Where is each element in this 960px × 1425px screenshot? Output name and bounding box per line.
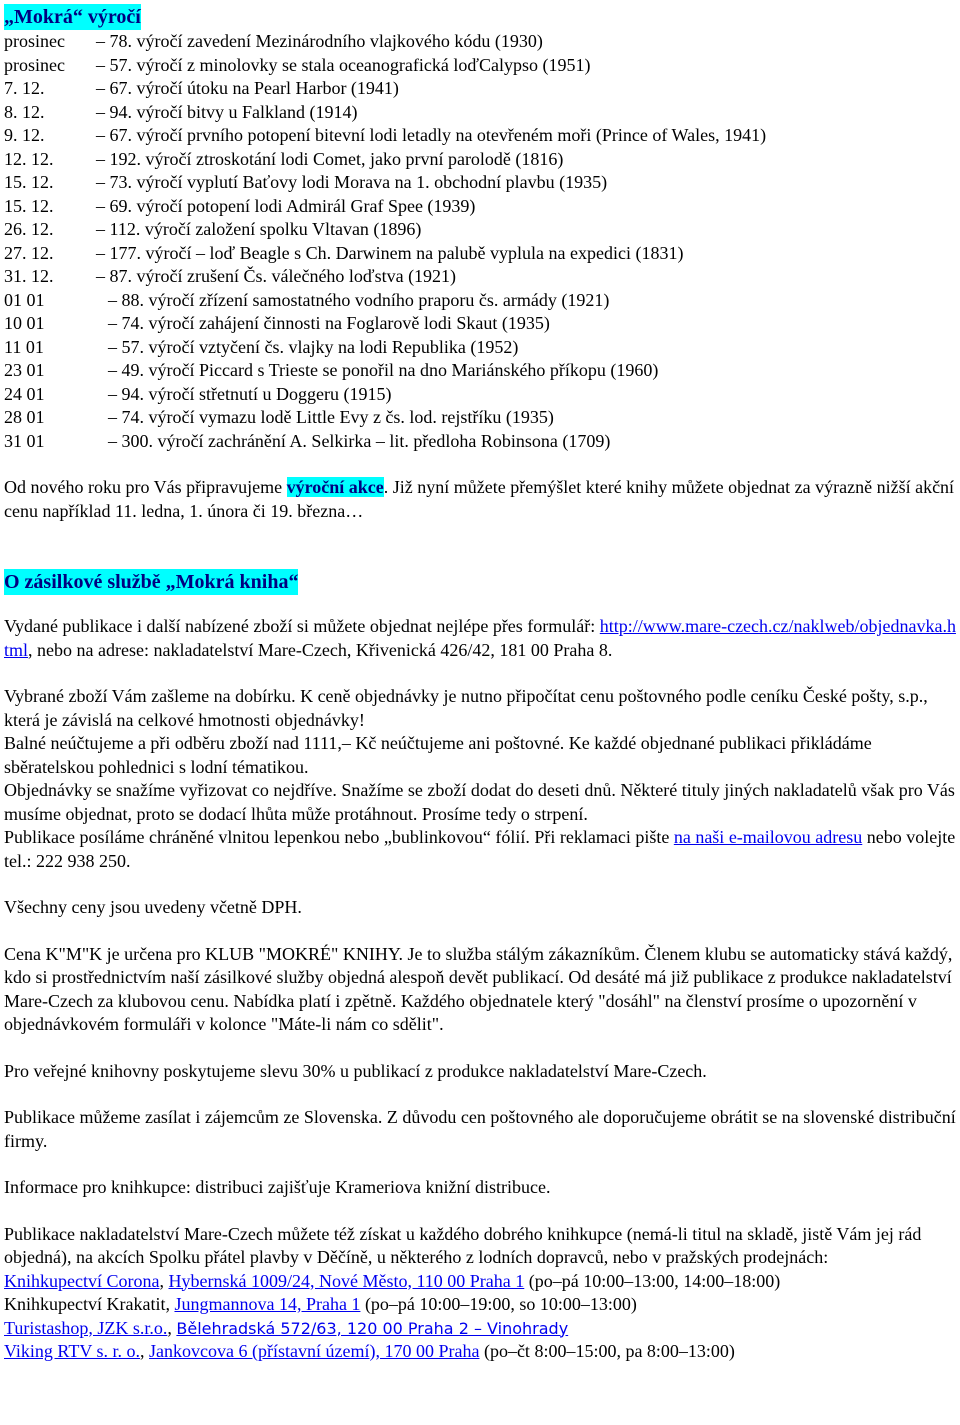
anniversary-date: 01 01 bbox=[4, 289, 45, 310]
anniversary-text: – 74. výročí zahájení činnosti na Foglarově lodi Skaut (1935) bbox=[108, 313, 550, 333]
libraries-paragraph: Pro veřejné knihovny poskytujeme slevu 30% u publikací z produkce nakladatelství Mare-Czech. bbox=[4, 1060, 707, 1081]
anniversary-row bbox=[4, 242, 956, 266]
anniversary-date: 10 01 bbox=[4, 313, 45, 333]
shop-name-link[interactable]: Viking RTV s. r. o. bbox=[4, 1341, 141, 1361]
anniversary-text: – 177. výročí – loď Beagle s Ch. Darwinem na palubě vyplula na expedici (1831) bbox=[96, 242, 684, 263]
anniversary-list bbox=[4, 30, 956, 453]
anniversary-date: 11 01 bbox=[4, 336, 44, 357]
wrap-text-after: nebo volejte tel.: 222 938 250. bbox=[4, 827, 956, 871]
where-paragraph: Publikace nakladatelství Mare-Czech můžete též získat u každého dobrého knihkupce (nemá-li titul na skladě, jistě Vám jej rád objedná), na akcích Spolku přátel plavby v Děčíně, u některého z lodních dopravců, nebo v pražských prodejnách: bbox=[4, 1223, 922, 1267]
shop-row bbox=[4, 1293, 956, 1317]
shop-separator: , bbox=[167, 1317, 177, 1338]
anniversary-text: – 73. výročí vyplutí Baťovy lodi Morava na 1. obchodní plavbu (1935) bbox=[96, 172, 608, 192]
anniversary-text: – 74. výročí vymazu lodě Little Evy z čs. lod. rejstříku (1935) bbox=[108, 407, 554, 427]
anniversary-text: – 192. výročí ztroskotání lodi Comet, jako první parolodě (1816) bbox=[96, 148, 564, 169]
spacer bbox=[4, 453, 956, 476]
anniversary-row bbox=[4, 406, 956, 430]
cod-paragraph: Vybrané zboží Vám zašleme na dobírku. K ceně objednávky je nutno připočítat cenu poštovného podle ceníku České pošty, s.p., která je závislá na celkové hmotnosti objednávky! bbox=[4, 686, 928, 730]
vat-paragraph: Všechny ceny jsou uvedeny včetně DPH. bbox=[4, 897, 302, 917]
anniversary-text: – 57. výročí vztyčení čs. vlajky na lodi Republika (1952) bbox=[108, 336, 519, 357]
anniversary-text: – 69. výročí potopení lodi Admirál Graf Spee (1939) bbox=[96, 195, 476, 216]
anniversary-row bbox=[4, 336, 956, 360]
anniversary-row bbox=[4, 30, 956, 54]
anniversary-text: – 78. výročí zavedení Mezinárodního vlajkového kódu (1930) bbox=[96, 31, 543, 51]
email-link[interactable]: na naši e-mailovou adresu bbox=[673, 827, 863, 847]
order-text-before: Vydané publikace i další nabízené zboží si můžete objednat nejlépe přes formulář: bbox=[4, 616, 600, 636]
anniversary-date: 12. 12. bbox=[4, 148, 54, 169]
shop-row bbox=[4, 1317, 956, 1341]
anniversary-row bbox=[4, 101, 956, 125]
anniversary-text: – 57. výročí z minolovky se stala oceanografická loďCalypso (1951) bbox=[96, 54, 591, 75]
anniversary-date: 15. 12. bbox=[4, 195, 54, 216]
anniversary-date: 31. 12. bbox=[4, 266, 54, 286]
shop-name-link[interactable]: Knihkupectví Corona bbox=[4, 1270, 160, 1291]
anniversary-row bbox=[4, 430, 956, 454]
anniversary-row bbox=[4, 359, 956, 383]
shop-address-link[interactable]: Bělehradská 572/63, 120 00 Praha 2 – Vinohrady bbox=[176, 1318, 569, 1338]
anniversary-date: prosinec bbox=[4, 54, 65, 75]
service-heading: O zásilkové službě „Mokrá kniha“ bbox=[4, 571, 299, 593]
anniversary-text: – 94. výročí bitvy u Falkland (1914) bbox=[96, 101, 358, 122]
anniversary-row bbox=[4, 171, 956, 195]
anniversary-date: 8. 12. bbox=[4, 101, 45, 122]
shop-separator: , bbox=[159, 1270, 169, 1291]
anniversary-row bbox=[4, 124, 956, 148]
anniversary-date: 26. 12. bbox=[4, 219, 54, 239]
anniversary-date: 28 01 bbox=[4, 407, 45, 427]
spacer bbox=[4, 920, 956, 943]
promo-paragraph bbox=[4, 476, 956, 523]
anniversaries-heading: „Mokrá“ výročí bbox=[4, 6, 141, 28]
order-paragraph bbox=[4, 615, 956, 662]
anniversary-date: 23 01 bbox=[4, 360, 45, 380]
shop-row bbox=[4, 1340, 956, 1364]
anniversary-date: 9. 12. bbox=[4, 125, 45, 145]
anniversary-date: 27. 12. bbox=[4, 242, 54, 263]
shop-list bbox=[4, 1270, 956, 1364]
shop-name-link[interactable]: Turistashop, JZK s.r.o. bbox=[4, 1317, 168, 1338]
promo-highlight: výroční akce bbox=[286, 477, 384, 497]
shop-separator: , bbox=[140, 1341, 150, 1361]
wrap-paragraph bbox=[4, 826, 956, 873]
anniversary-row bbox=[4, 265, 956, 289]
anniversary-text: – 67. výročí útoku na Pearl Harbor (1941) bbox=[96, 78, 399, 98]
anniversary-text: – 87. výročí zrušení Čs. válečného loďstva (1921) bbox=[96, 266, 457, 286]
anniversary-text: – 49. výročí Piccard s Trieste se ponořil na dno Mariánského příkopu (1960) bbox=[108, 360, 659, 380]
shop-row bbox=[4, 1270, 956, 1294]
order-form-link[interactable]: http://www.mare-czech.cz/naklweb/objednavka.html bbox=[4, 616, 956, 660]
anniversary-row bbox=[4, 383, 956, 407]
anniversary-text: – 112. výročí založení spolku Vltavan (1896) bbox=[96, 219, 422, 239]
anniversary-text: – 88. výročí zřízení samostatného vodního praporu čs. armády (1921) bbox=[108, 289, 610, 310]
spacer bbox=[4, 1037, 956, 1060]
wrap-text-before: Publikace posíláme chráněné vlnitou lepenkou nebo „bublinkovou“ fólií. Při reklamaci pište bbox=[4, 827, 674, 847]
anniversary-date: 31 01 bbox=[4, 430, 45, 451]
spacer bbox=[4, 662, 956, 685]
shop-hours: (po–pá 10:00–13:00, 14:00–18:00) bbox=[524, 1270, 781, 1291]
anniversary-row bbox=[4, 195, 956, 219]
anniversary-date: 15. 12. bbox=[4, 172, 54, 192]
anniversary-row bbox=[4, 77, 956, 101]
anniversary-row bbox=[4, 289, 956, 313]
shop-hours: (po–čt 8:00–15:00, pa 8:00–13:00) bbox=[479, 1341, 735, 1361]
anniversary-row bbox=[4, 54, 956, 78]
spacer bbox=[4, 1153, 956, 1176]
spacer bbox=[4, 1083, 956, 1106]
order-text-after: , nebo na adrese: nakladatelství Mare-Czech, Křivenická 426/42, 181 00 Praha 8. bbox=[28, 639, 613, 660]
shop-address-link[interactable]: Jankovcova 6 (přístavní území), 170 00 Praha bbox=[149, 1341, 480, 1361]
speed-paragraph: Objednávky se snažíme vyřizovat co nejdříve. Snažíme se zboží dodat do deseti dnů. Některé tituly jiných nakladatelů však pro Vás musíme objednat, proto se dodací lhůta může protáhnout. Prosíme tedy o strpení. bbox=[4, 780, 955, 824]
anniversary-date: prosinec bbox=[4, 31, 65, 51]
shop-address-link[interactable]: Jungmannova 14, Praha 1 bbox=[174, 1294, 361, 1314]
anniversary-row bbox=[4, 148, 956, 172]
anniversary-text: – 300. výročí zachránění A. Selkirka – lit. předloha Robinsona (1709) bbox=[108, 430, 611, 451]
spacer bbox=[4, 873, 956, 896]
promo-text-before: Od nového roku pro Vás připravujeme bbox=[4, 477, 287, 497]
bookshops-info-paragraph: Informace pro knihkupce: distribuci zajišťuje Krameriova knižní distribuce. bbox=[4, 1177, 551, 1197]
anniversary-text: – 67. výročí prvního potopení bitevní lodi letadly na otevřeném moři (Prince of Wales, 1941) bbox=[96, 125, 767, 145]
anniversary-row bbox=[4, 218, 956, 242]
anniversary-text: – 94. výročí střetnutí u Doggeru (1915) bbox=[108, 383, 392, 404]
spacer bbox=[4, 523, 956, 569]
shop-hours: (po–pá 10:00–19:00, so 10:00–13:00) bbox=[360, 1294, 637, 1314]
spacer bbox=[4, 595, 956, 615]
document-page bbox=[4, 4, 956, 1364]
anniversary-row bbox=[4, 312, 956, 336]
promo-text-after: . Již nyní můžete přemýšlet které knihy můžete objednat za výrazně nižší akční cenu například 11. ledna, 1. února či 19. března… bbox=[4, 477, 955, 521]
spacer bbox=[4, 1200, 956, 1223]
packing-paragraph: Balné neúčtujeme a při odběru zboží nad 1111,– Kč neúčtujeme ani poštovné. Ke každé objednané publikaci přikládáme sběratelskou pohlednici s lodní tématikou. bbox=[4, 733, 872, 777]
slovakia-paragraph: Publikace můžeme zasílat i zájemcům ze Slovenska. Z důvodu cen poštovného ale doporučujeme obrátit se na slovenské distribuční firmy. bbox=[4, 1107, 956, 1151]
anniversary-date: 7. 12. bbox=[4, 78, 45, 98]
shop-name: Knihkupectví Krakatit bbox=[4, 1294, 166, 1314]
shop-separator: , bbox=[165, 1294, 175, 1314]
shop-address-link[interactable]: Hybernská 1009/24, Nové Město, 110 00 Praha 1 bbox=[168, 1270, 525, 1291]
club-paragraph: Cena K"M"K je určena pro KLUB "MOKRÉ" KNIHY. Je to služba stálým zákazníkům. Členem klubu se automaticky stává každý, kdo si prostřednictvím naší zásilkové služby objedná alespoň devět publikací. Od desáté má již publikace z produkce nakladatelství Mare-Czech za klubovou cenu. Nabídka platí i zpětně. Každého objednatele který "dosáhl" na členství prosíme o upozornění v objednávkovém formuláři v kolonce "Máte-li nám co sdělit". bbox=[4, 943, 953, 1034]
anniversary-date: 24 01 bbox=[4, 383, 45, 404]
